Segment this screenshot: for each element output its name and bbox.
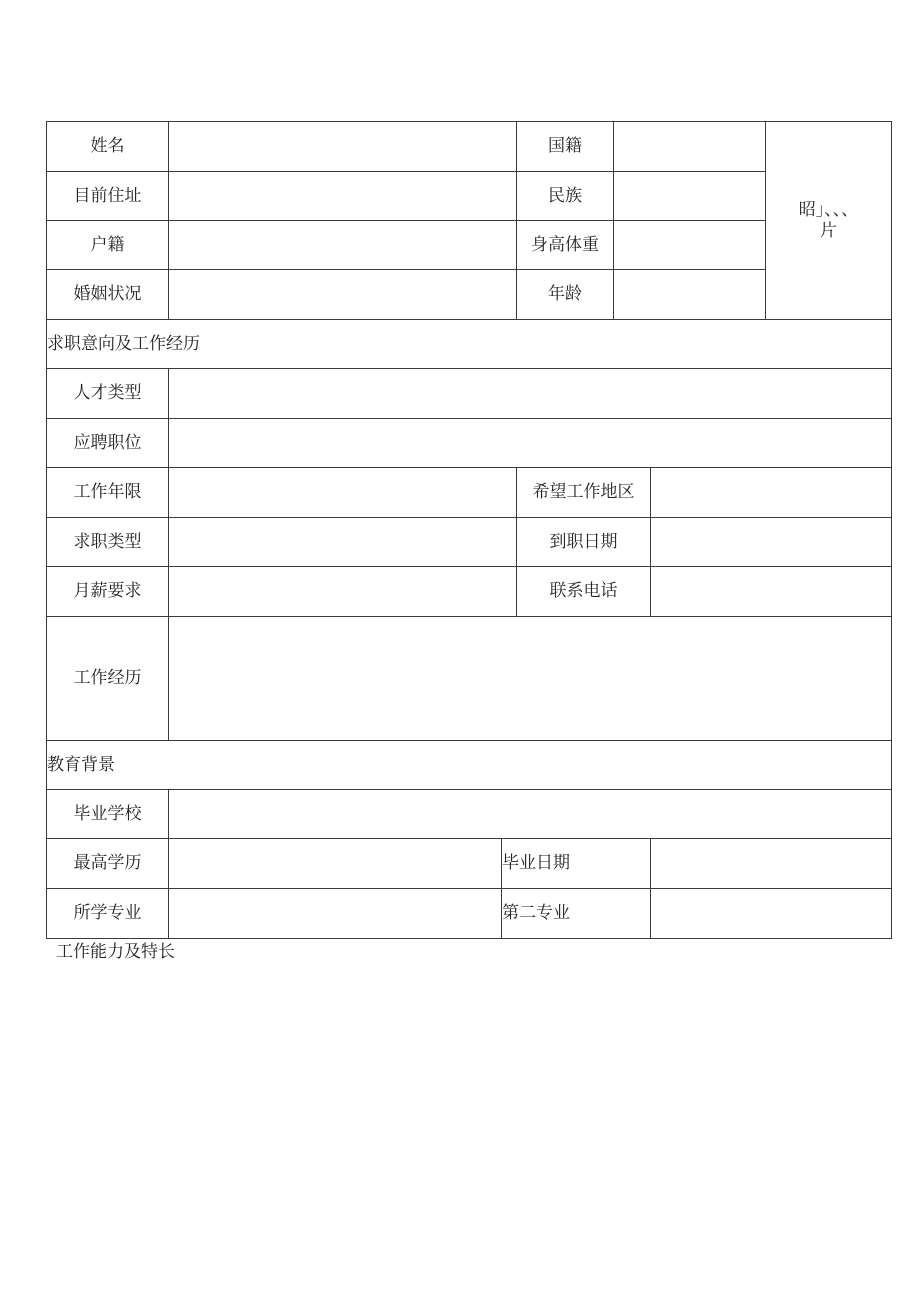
- row-experience: [47, 617, 892, 741]
- row-education-section-title: [47, 741, 892, 790]
- school-label: 毕业学校: [47, 790, 169, 839]
- school-field[interactable]: [169, 790, 892, 839]
- row-marital: [47, 270, 892, 320]
- row-job-section-title: [47, 320, 892, 369]
- preferred-region-field[interactable]: [651, 468, 892, 518]
- ethnicity-field[interactable]: [614, 172, 766, 221]
- salary-field[interactable]: [169, 567, 517, 617]
- row-household: [47, 221, 892, 270]
- second-major-label: 第二专业: [502, 889, 651, 939]
- row-salary: [47, 567, 892, 617]
- name-field[interactable]: [169, 122, 517, 172]
- photo-label-line2: 片: [820, 220, 837, 241]
- row-work-years: [47, 468, 892, 518]
- age-label: 年龄: [517, 270, 614, 320]
- talent-type-field[interactable]: [169, 369, 892, 419]
- graduation-date-field[interactable]: [651, 839, 892, 889]
- age-field[interactable]: [614, 270, 766, 320]
- row-name: [47, 122, 892, 172]
- phone-field[interactable]: [651, 567, 892, 617]
- position-label: 应聘职位: [47, 419, 169, 468]
- nationality-field[interactable]: [614, 122, 766, 172]
- height-weight-label: 身高体重: [517, 221, 614, 270]
- resume-form-table: [46, 121, 892, 939]
- education-section-title: 教育背景: [47, 741, 892, 790]
- address-field[interactable]: [169, 172, 517, 221]
- work-years-field[interactable]: [169, 468, 517, 518]
- ethnicity-label: 民族: [517, 172, 614, 221]
- row-degree: [47, 839, 892, 889]
- household-field[interactable]: [169, 221, 517, 270]
- nationality-label: 国籍: [517, 122, 614, 172]
- job-type-field[interactable]: [169, 518, 517, 567]
- name-label: 姓名: [47, 122, 169, 172]
- phone-label: 联系电话: [517, 567, 651, 617]
- job-type-label: 求职类型: [47, 518, 169, 567]
- experience-label: 工作经历: [47, 617, 169, 741]
- row-major: [47, 889, 892, 939]
- household-label: 户籍: [47, 221, 169, 270]
- start-date-field[interactable]: [651, 518, 892, 567]
- experience-field[interactable]: [169, 617, 892, 741]
- skills-section-label: 工作能力及特长: [56, 942, 175, 962]
- position-field[interactable]: [169, 419, 892, 468]
- height-weight-field[interactable]: [614, 221, 766, 270]
- address-label: 目前住址: [47, 172, 169, 221]
- major-label: 所学专业: [47, 889, 169, 939]
- marital-label: 婚姻状况: [47, 270, 169, 320]
- major-field[interactable]: [169, 889, 502, 939]
- marital-field[interactable]: [169, 270, 517, 320]
- row-position: [47, 419, 892, 468]
- graduation-date-label: 毕业日期: [502, 839, 651, 889]
- job-section-title: 求职意向及工作经历: [47, 320, 892, 369]
- row-job-type: [47, 518, 892, 567]
- second-major-field[interactable]: [651, 889, 892, 939]
- row-address: [47, 172, 892, 221]
- degree-field[interactable]: [169, 839, 502, 889]
- degree-label: 最高学历: [47, 839, 169, 889]
- start-date-label: 到职日期: [517, 518, 651, 567]
- row-school: [47, 790, 892, 839]
- row-talent-type: [47, 369, 892, 419]
- preferred-region-label: 希望工作地区: [517, 468, 651, 518]
- photo-label-line1: 昭」、、、: [798, 200, 859, 221]
- talent-type-label: 人才类型: [47, 369, 169, 419]
- work-years-label: 工作年限: [47, 468, 169, 518]
- photo-box[interactable]: [766, 122, 892, 320]
- salary-label: 月薪要求: [47, 567, 169, 617]
